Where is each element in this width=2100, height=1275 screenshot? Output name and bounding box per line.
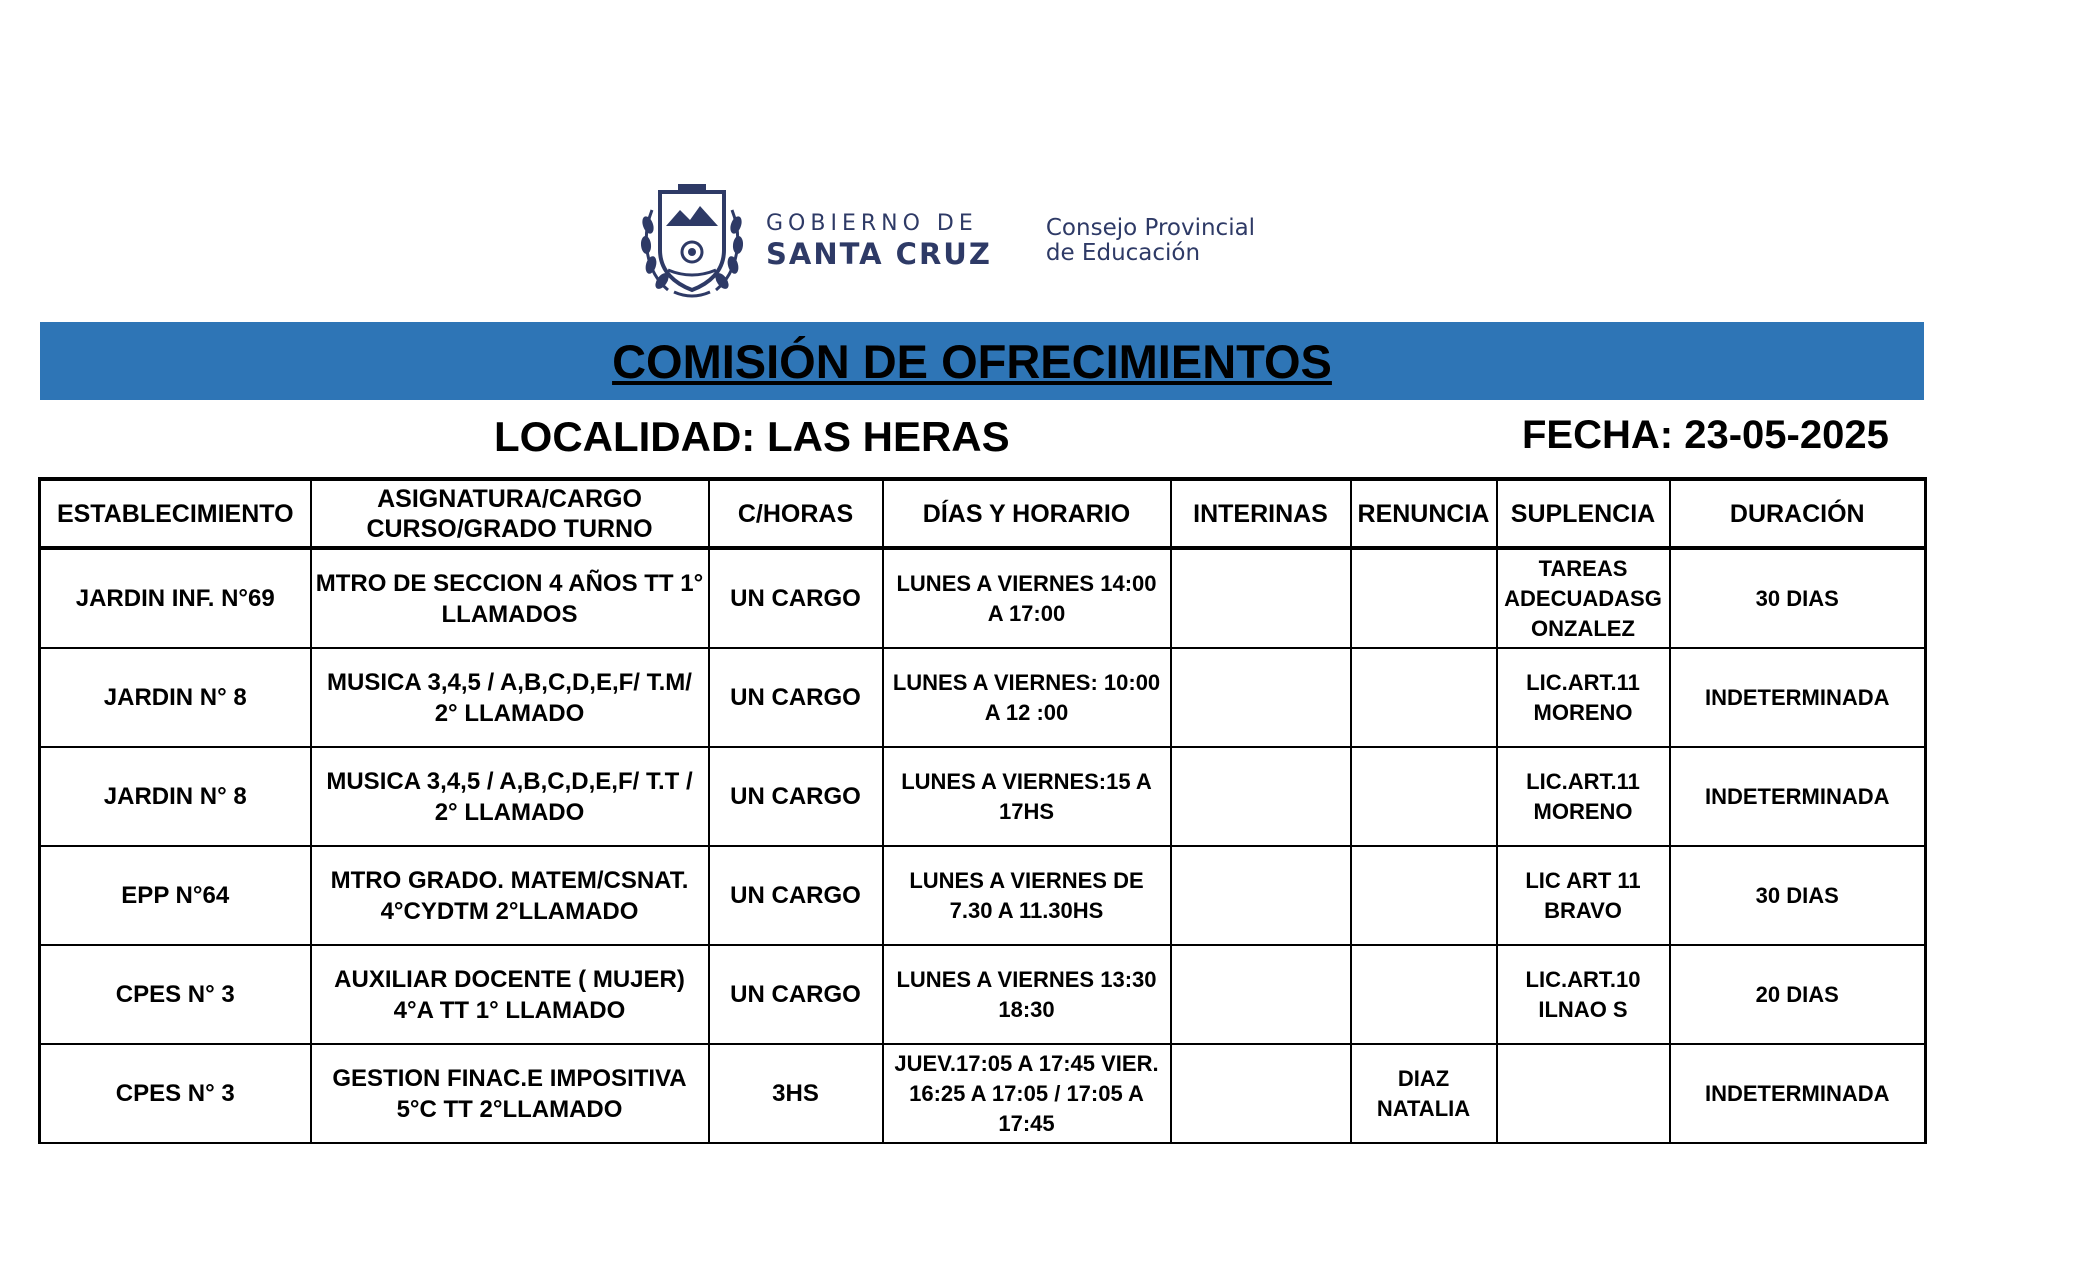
localidad-label: LOCALIDAD: LAS HERAS xyxy=(494,413,1010,460)
cell-duracion: INDETERMINADA xyxy=(1670,747,1926,846)
cell-renuncia xyxy=(1351,648,1497,747)
cell-establecimiento: CPES N° 3 xyxy=(40,1044,311,1143)
table-row xyxy=(40,548,1926,648)
consejo-line2: de Educación xyxy=(1045,239,1201,266)
cell-renuncia xyxy=(1351,846,1497,945)
header-interinas: INTERINAS xyxy=(1171,479,1351,548)
cell-suplencia: LIC.ART.11 MORENO xyxy=(1497,648,1670,747)
cell-dias: JUEV.17:05 A 17:45 VIER. 16:25 A 17:05 / 17:05 A 17:45 xyxy=(883,1044,1171,1143)
table-header-row xyxy=(40,479,1926,548)
cell-dias: LUNES A VIERNES DE 7.30 A 11.30HS xyxy=(883,846,1171,945)
title-band xyxy=(40,322,1924,400)
cell-suplencia: LIC ART 11 BRAVO xyxy=(1497,846,1670,945)
government-name xyxy=(766,211,992,271)
cell-asignatura: MUSICA 3,4,5 / A,B,C,D,E,F/ T.M/ 2° LLAMADO xyxy=(311,648,709,747)
cell-horas: UN CARGO xyxy=(709,747,883,846)
cell-dias: LUNES A VIERNES 14:00 A 17:00 xyxy=(883,548,1171,648)
cell-renuncia xyxy=(1351,747,1497,846)
table-row xyxy=(40,846,1926,945)
cell-dias: LUNES A VIERNES:15 A 17HS xyxy=(883,747,1171,846)
cell-renuncia xyxy=(1351,548,1497,648)
header-suplencia: SUPLENCIA xyxy=(1497,479,1670,548)
cell-horas: UN CARGO xyxy=(709,648,883,747)
cell-establecimiento: CPES N° 3 xyxy=(40,945,311,1044)
header-renuncia: RENUNCIA xyxy=(1351,479,1497,548)
cell-establecimiento: JARDIN INF. N°69 xyxy=(40,548,311,648)
consejo-name xyxy=(1046,216,1255,266)
cell-establecimiento: JARDIN N° 8 xyxy=(40,648,311,747)
gov-line1: GOBIERNO DE xyxy=(766,210,978,236)
fecha-label: FECHA: 23-05-2025 xyxy=(1522,413,1889,457)
cell-interinas xyxy=(1171,648,1351,747)
cell-duracion: 20 DIAS xyxy=(1670,945,1926,1044)
cell-suplencia xyxy=(1497,1044,1670,1143)
provincial-seal-icon xyxy=(638,180,746,302)
cell-suplencia: LIC.ART.11 MORENO xyxy=(1497,747,1670,846)
header-duracion: DURACIÓN xyxy=(1670,479,1926,548)
cell-asignatura: MTRO GRADO. MATEM/CSNAT. 4°CYDTM 2°LLAMADO xyxy=(311,846,709,945)
header-establecimiento: ESTABLECIMIENTO xyxy=(40,479,311,548)
cell-establecimiento: JARDIN N° 8 xyxy=(40,747,311,846)
cell-interinas xyxy=(1171,945,1351,1044)
gov-line2: SANTA CRUZ xyxy=(766,236,992,271)
table-row xyxy=(40,1044,1926,1143)
table-row xyxy=(40,747,1926,846)
table-row xyxy=(40,945,1926,1044)
header-dias: DÍAS Y HORARIO xyxy=(883,479,1171,548)
cell-horas: UN CARGO xyxy=(709,846,883,945)
cell-interinas xyxy=(1171,1044,1351,1143)
cell-suplencia: TAREAS ADECUADASG ONZALEZ xyxy=(1497,548,1670,648)
header-horas: C/HORAS xyxy=(709,479,883,548)
cell-horas: 3HS xyxy=(709,1044,883,1143)
cell-asignatura: MUSICA 3,4,5 / A,B,C,D,E,F/ T.T / 2° LLAMADO xyxy=(311,747,709,846)
cell-duracion: INDETERMINADA xyxy=(1670,1044,1926,1143)
header-asignatura: ASIGNATURA/CARGO CURSO/GRADO TURNO xyxy=(311,479,709,548)
cell-horas: UN CARGO xyxy=(709,548,883,648)
table-row xyxy=(40,648,1926,747)
cell-horas: UN CARGO xyxy=(709,945,883,1044)
cell-asignatura: GESTION FINAC.E IMPOSITIVA 5°C TT 2°LLAMADO xyxy=(311,1044,709,1143)
cell-duracion: 30 DIAS xyxy=(1670,548,1926,648)
header-logo xyxy=(638,178,1298,303)
cell-duracion: 30 DIAS xyxy=(1670,846,1926,945)
cell-suplencia: LIC.ART.10 ILNAO S xyxy=(1497,945,1670,1044)
consejo-line1: Consejo Provincial xyxy=(1045,214,1256,241)
cell-duracion: INDETERMINADA xyxy=(1670,648,1926,747)
cell-dias: LUNES A VIERNES: 10:00 A 12 :00 xyxy=(883,648,1171,747)
cell-renuncia: DIAZ NATALIA xyxy=(1351,1044,1497,1143)
cell-asignatura: AUXILIAR DOCENTE ( MUJER) 4°A TT 1° LLAMADO xyxy=(311,945,709,1044)
cell-interinas xyxy=(1171,846,1351,945)
cell-dias: LUNES A VIERNES 13:30 18:30 xyxy=(883,945,1171,1044)
cell-renuncia xyxy=(1351,945,1497,1044)
cell-establecimiento: EPP N°64 xyxy=(40,846,311,945)
page-title: COMISIÓN DE OFRECIMIENTOS xyxy=(612,334,1332,388)
cell-asignatura: MTRO DE SECCION 4 AÑOS TT 1° LLAMADOS xyxy=(311,548,709,648)
cell-interinas xyxy=(1171,747,1351,846)
ofrecimientos-table xyxy=(38,477,1927,1144)
cell-interinas xyxy=(1171,548,1351,648)
